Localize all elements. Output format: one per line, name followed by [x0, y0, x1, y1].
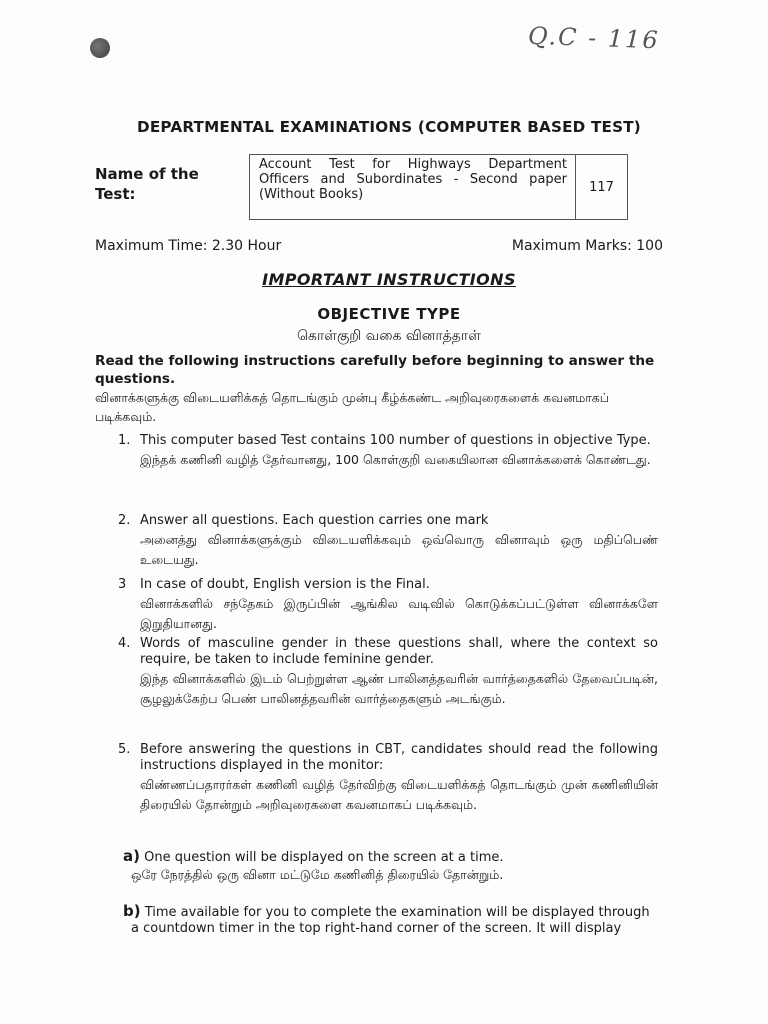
test-name-cell: Account Test for Highways Department Officers and Subordinates - Second paper (Without Books) [250, 155, 576, 219]
maximum-time: Maximum Time: 2.30 Hour [95, 238, 282, 254]
sub-instruction-a [123, 848, 689, 884]
time-marks-row [95, 238, 663, 254]
test-info-table [249, 154, 628, 220]
objective-type-heading-tamil: கொள்குறி வகை வினாத்தாள் [297, 328, 481, 344]
sub-label: b) [123, 902, 141, 920]
item-text-tamil: விண்ணப்பதாரர்கள் கணினி வழித் தேர்விற்கு விடையளிக்கத் தொடங்கும் முன் கணினியின் திரையில் தோன்றும் அறிவுரைகளை கவனமாகப் படிக்கவும். [140, 777, 658, 812]
sub-text-tamil: ஒரே நேரத்தில் ஒரு வினா மட்டுமே கணினித் திரையில் தோன்றும். [131, 867, 504, 882]
sub-instruction-b [123, 903, 689, 937]
item-text-english: This computer based Test contains 100 number of questions in objective Type. [140, 433, 651, 448]
sub-text-english-continued: a countdown timer in the top right-hand corner of the screen. It will display [131, 921, 622, 936]
item-text-tamil: இந்தக் கணினி வழித் தேர்வானது, 100 கொள்குறி வகையிலான வினாக்களைக் கொண்டது. [140, 452, 651, 467]
instruction-item [118, 577, 658, 634]
test-name-label: Name of the Test: [95, 165, 199, 203]
page-title: DEPARTMENTAL EXAMINATIONS (COMPUTER BASED TEST) [137, 118, 641, 136]
item-text-english: In case of doubt, English version is the Final. [140, 577, 430, 592]
handwritten-annotation: Q.C - 116 [527, 21, 661, 55]
instructions-heading: IMPORTANT INSTRUCTIONS [262, 270, 516, 289]
item-number: 5. [118, 742, 131, 757]
maximum-marks: Maximum Marks: 100 [511, 238, 663, 254]
instruction-item [118, 636, 658, 709]
item-text-english: Before answering the questions in CBT, candidates should read the following instructions displayed in the monitor: [140, 742, 658, 773]
read-instructions-english: Read the following instructions carefully before beginning to answer the questions. [95, 353, 655, 387]
item-number: 1. [118, 433, 131, 448]
instruction-item [118, 513, 658, 570]
item-text-english: Words of masculine gender in these questions shall, where the context so require, be taken to include feminine gender. [140, 636, 658, 667]
punch-hole [90, 38, 110, 58]
test-code-cell: 117 [589, 179, 614, 195]
instruction-item [118, 742, 658, 815]
instruction-item [118, 433, 658, 470]
item-text-tamil: வினாக்களில் சந்தேகம் இருப்பின் ஆங்கில வடிவில் கொடுக்கப்பட்டுள்ள வினாக்களே இறுதியானது. [140, 596, 658, 631]
item-number: 2. [118, 513, 131, 528]
read-instructions-tamil: வினாக்களுக்கு விடையளிக்கத் தொடங்கும் முன்பு கீழ்க்கண்ட அறிவுரைகளைக் கவனமாகப் படிக்கவும். [95, 390, 610, 424]
item-number: 3 [118, 577, 127, 592]
item-text-english: Answer all questions. Each question carries one mark [140, 513, 489, 528]
item-text-tamil: அனைத்து வினாக்களுக்கும் விடையளிக்கவும் ஒவ்வொரு வினாவும் ஒரு மதிப்பெண் உடையது. [140, 532, 658, 567]
sub-text-english: One question will be displayed on the screen at a time. [144, 850, 504, 865]
sub-label: a) [123, 847, 140, 865]
item-text-tamil: இந்த வினாக்களில் இடம் பெற்றுள்ள ஆண் பாலினத்தவரின் வார்த்தைகளில் தேவைப்படின், சூழலுக்கேற்ப பெண் பாலினத்தவரின் வார்த்தைகளும் அடங்கும். [140, 671, 658, 706]
sub-text-english: Time available for you to complete the examination will be displayed through [144, 905, 650, 920]
objective-type-heading: OBJECTIVE TYPE [317, 305, 461, 323]
item-number: 4. [118, 636, 131, 651]
